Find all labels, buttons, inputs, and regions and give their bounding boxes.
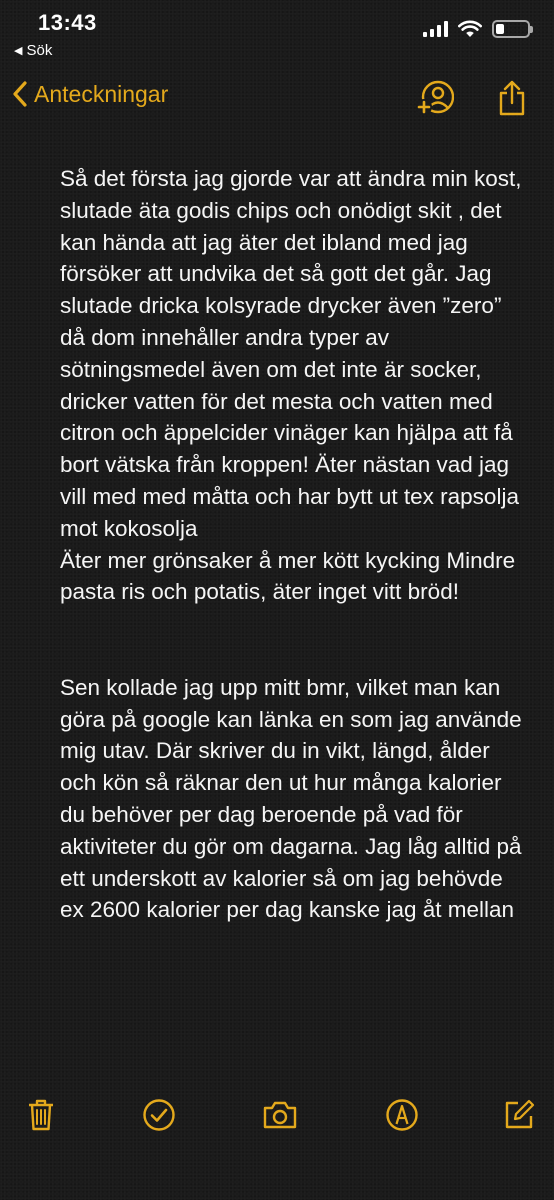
status-icons [423,20,530,38]
camera-icon[interactable] [257,1092,303,1138]
compose-icon[interactable] [496,1092,542,1138]
battery-icon [492,20,530,38]
bottom-toolbar [0,1080,554,1155]
back-button[interactable] [12,80,168,108]
note-paragraph: Sen kollade jag upp mitt bmr, vilket man kan göra på google kan länka en som jag använde mig utav. Där skriver du in vikt, längd, ålder och kön så räknar den ut hur många kalorier du behöver per dag beroende på vad för aktiviteter du gör om dagarna. Jag låg alltid på ett underskott av kalorier så om jag behövde ex 2600 kalorier per dag kanske jag åt mellan [60,674,528,923]
share-icon[interactable] [490,76,534,120]
navigation-bar [0,70,554,130]
back-button-label: Anteckningar [34,80,169,107]
cellular-signal-icon [423,21,448,37]
back-to-app-button[interactable] [14,42,52,59]
trash-icon[interactable] [18,1092,64,1138]
chevron-left-icon [12,80,28,108]
note-content[interactable] [60,163,530,1075]
status-bar [0,0,554,70]
checklist-icon[interactable] [136,1092,182,1138]
back-to-app-label: Sök [26,42,53,59]
paragraph-spacer [60,608,530,672]
back-triangle-icon: ◀ [14,45,23,57]
add-person-icon[interactable] [412,76,456,120]
note-paragraph: Så det första jag gjorde var att ändra min kost, slutade äta godis chips och onödigt skit , det kan hända att jag äter det ibland med jag försöker att undvika det så gott det går. Jag slutade dricka kolsyrade drycker även ”zero” då dom innehåller andra typer av sötningsmedel även om det inte är socker, dricker vatten för det mesta och vatten med citron och äppelcider vinäger kan hjälpa att få bort vätska från kroppen! Äter nästan vad jag vill med med måtta och har bytt ut tex rapsolja mot kokosolja Äter mer grönsaker å mer kött kycking Mindre pasta ris och potatis, äter inget vitt bröd! [60,166,522,605]
battery-fill [496,24,504,34]
markup-icon[interactable] [379,1092,425,1138]
status-time: 13:43 [38,10,97,35]
wifi-icon [458,20,482,38]
